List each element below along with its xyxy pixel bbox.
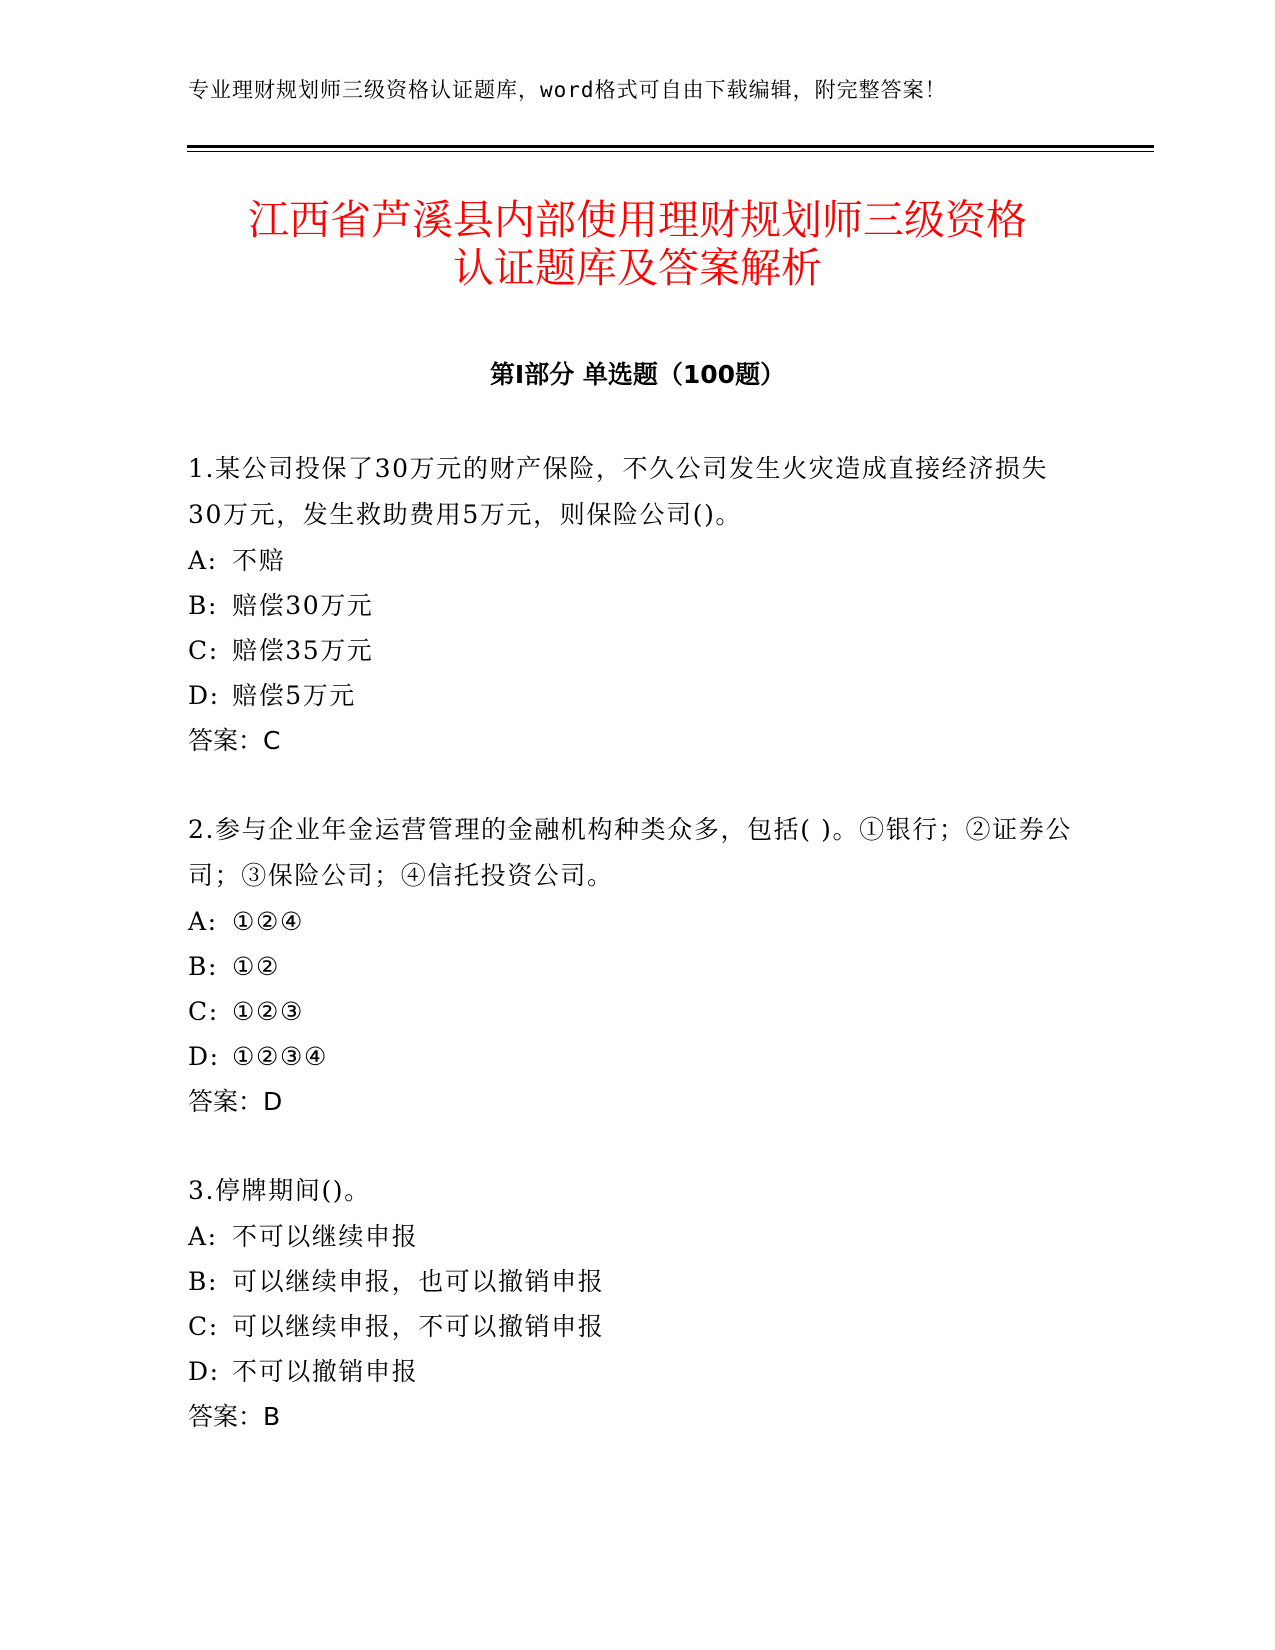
option-d <box>188 673 1078 718</box>
section-heading: 第Ⅰ部分 单选题（100题） <box>489 360 786 389</box>
option-letter: C: <box>188 636 219 665</box>
option-text: 可以继续申报，不可以撤销申报 <box>232 1312 605 1341</box>
option-letter: B: <box>188 1267 218 1296</box>
header-rule-thin <box>187 151 1154 152</box>
question-stem: 1.某公司投保了30万元的财产保险，不久公司发生火灾造成直接经济损失30万元，发生救助费用5万元，则保险公司()。 <box>188 454 1049 529</box>
option-c <box>188 1304 1078 1349</box>
option-b <box>188 944 1078 989</box>
option-text: 不赔 <box>232 546 286 575</box>
option-letter: A: <box>188 546 218 575</box>
option-text: ①② <box>232 952 281 981</box>
option-b <box>188 1259 1078 1304</box>
question-stem: 2.参与企业年金运营管理的金融机构种类众多，包括( )。①银行；②证券公司；③保险公司；④信托投资公司。 <box>188 815 1072 890</box>
answer-line: 答案：C <box>188 726 281 755</box>
option-c <box>188 989 1078 1034</box>
option-text: 不可以继续申报 <box>232 1222 419 1251</box>
option-letter: B: <box>188 591 218 620</box>
option-d <box>188 1034 1078 1079</box>
option-a <box>188 1214 1078 1259</box>
option-d <box>188 1349 1078 1394</box>
document-title-line-1: 江西省芦溪县内部使用理财规划师三级资格 <box>248 196 1027 244</box>
option-letter: A: <box>188 907 218 936</box>
question-2 <box>188 807 1078 1124</box>
document-title <box>150 196 1125 292</box>
option-letter: C: <box>188 997 219 1026</box>
option-letter: C: <box>188 1312 219 1341</box>
option-letter: D: <box>188 681 220 710</box>
option-letter: A: <box>188 1222 218 1251</box>
option-a <box>188 538 1078 583</box>
question-stem: 3.停牌期间()。 <box>188 1176 371 1205</box>
page-header-note: 专业理财规划师三级资格认证题库，word格式可自由下载编辑，附完整答案！ <box>188 78 947 102</box>
question-3 <box>188 1168 1078 1439</box>
answer-line: 答案：D <box>188 1087 283 1116</box>
option-text: 可以继续申报，也可以撤销申报 <box>232 1267 605 1296</box>
option-c <box>188 628 1078 673</box>
header-rule-thick <box>187 145 1154 148</box>
option-text: ①②③ <box>232 997 305 1026</box>
option-letter: B: <box>188 952 218 981</box>
question-1 <box>188 446 1078 763</box>
option-letter: D: <box>188 1042 220 1071</box>
option-text: ①②③④ <box>232 1042 329 1071</box>
option-text: 赔偿30万元 <box>232 591 374 620</box>
option-text: 不可以撤销申报 <box>232 1357 419 1386</box>
answer-line: 答案：B <box>188 1402 281 1431</box>
option-letter: D: <box>188 1357 220 1386</box>
option-a <box>188 899 1078 944</box>
question-list <box>188 446 1078 1483</box>
document-title-line-2: 认证题库及答案解析 <box>453 244 822 292</box>
option-text: 赔偿35万元 <box>232 636 374 665</box>
option-text: 赔偿5万元 <box>232 681 356 710</box>
option-b <box>188 583 1078 628</box>
option-text: ①②④ <box>232 907 305 936</box>
